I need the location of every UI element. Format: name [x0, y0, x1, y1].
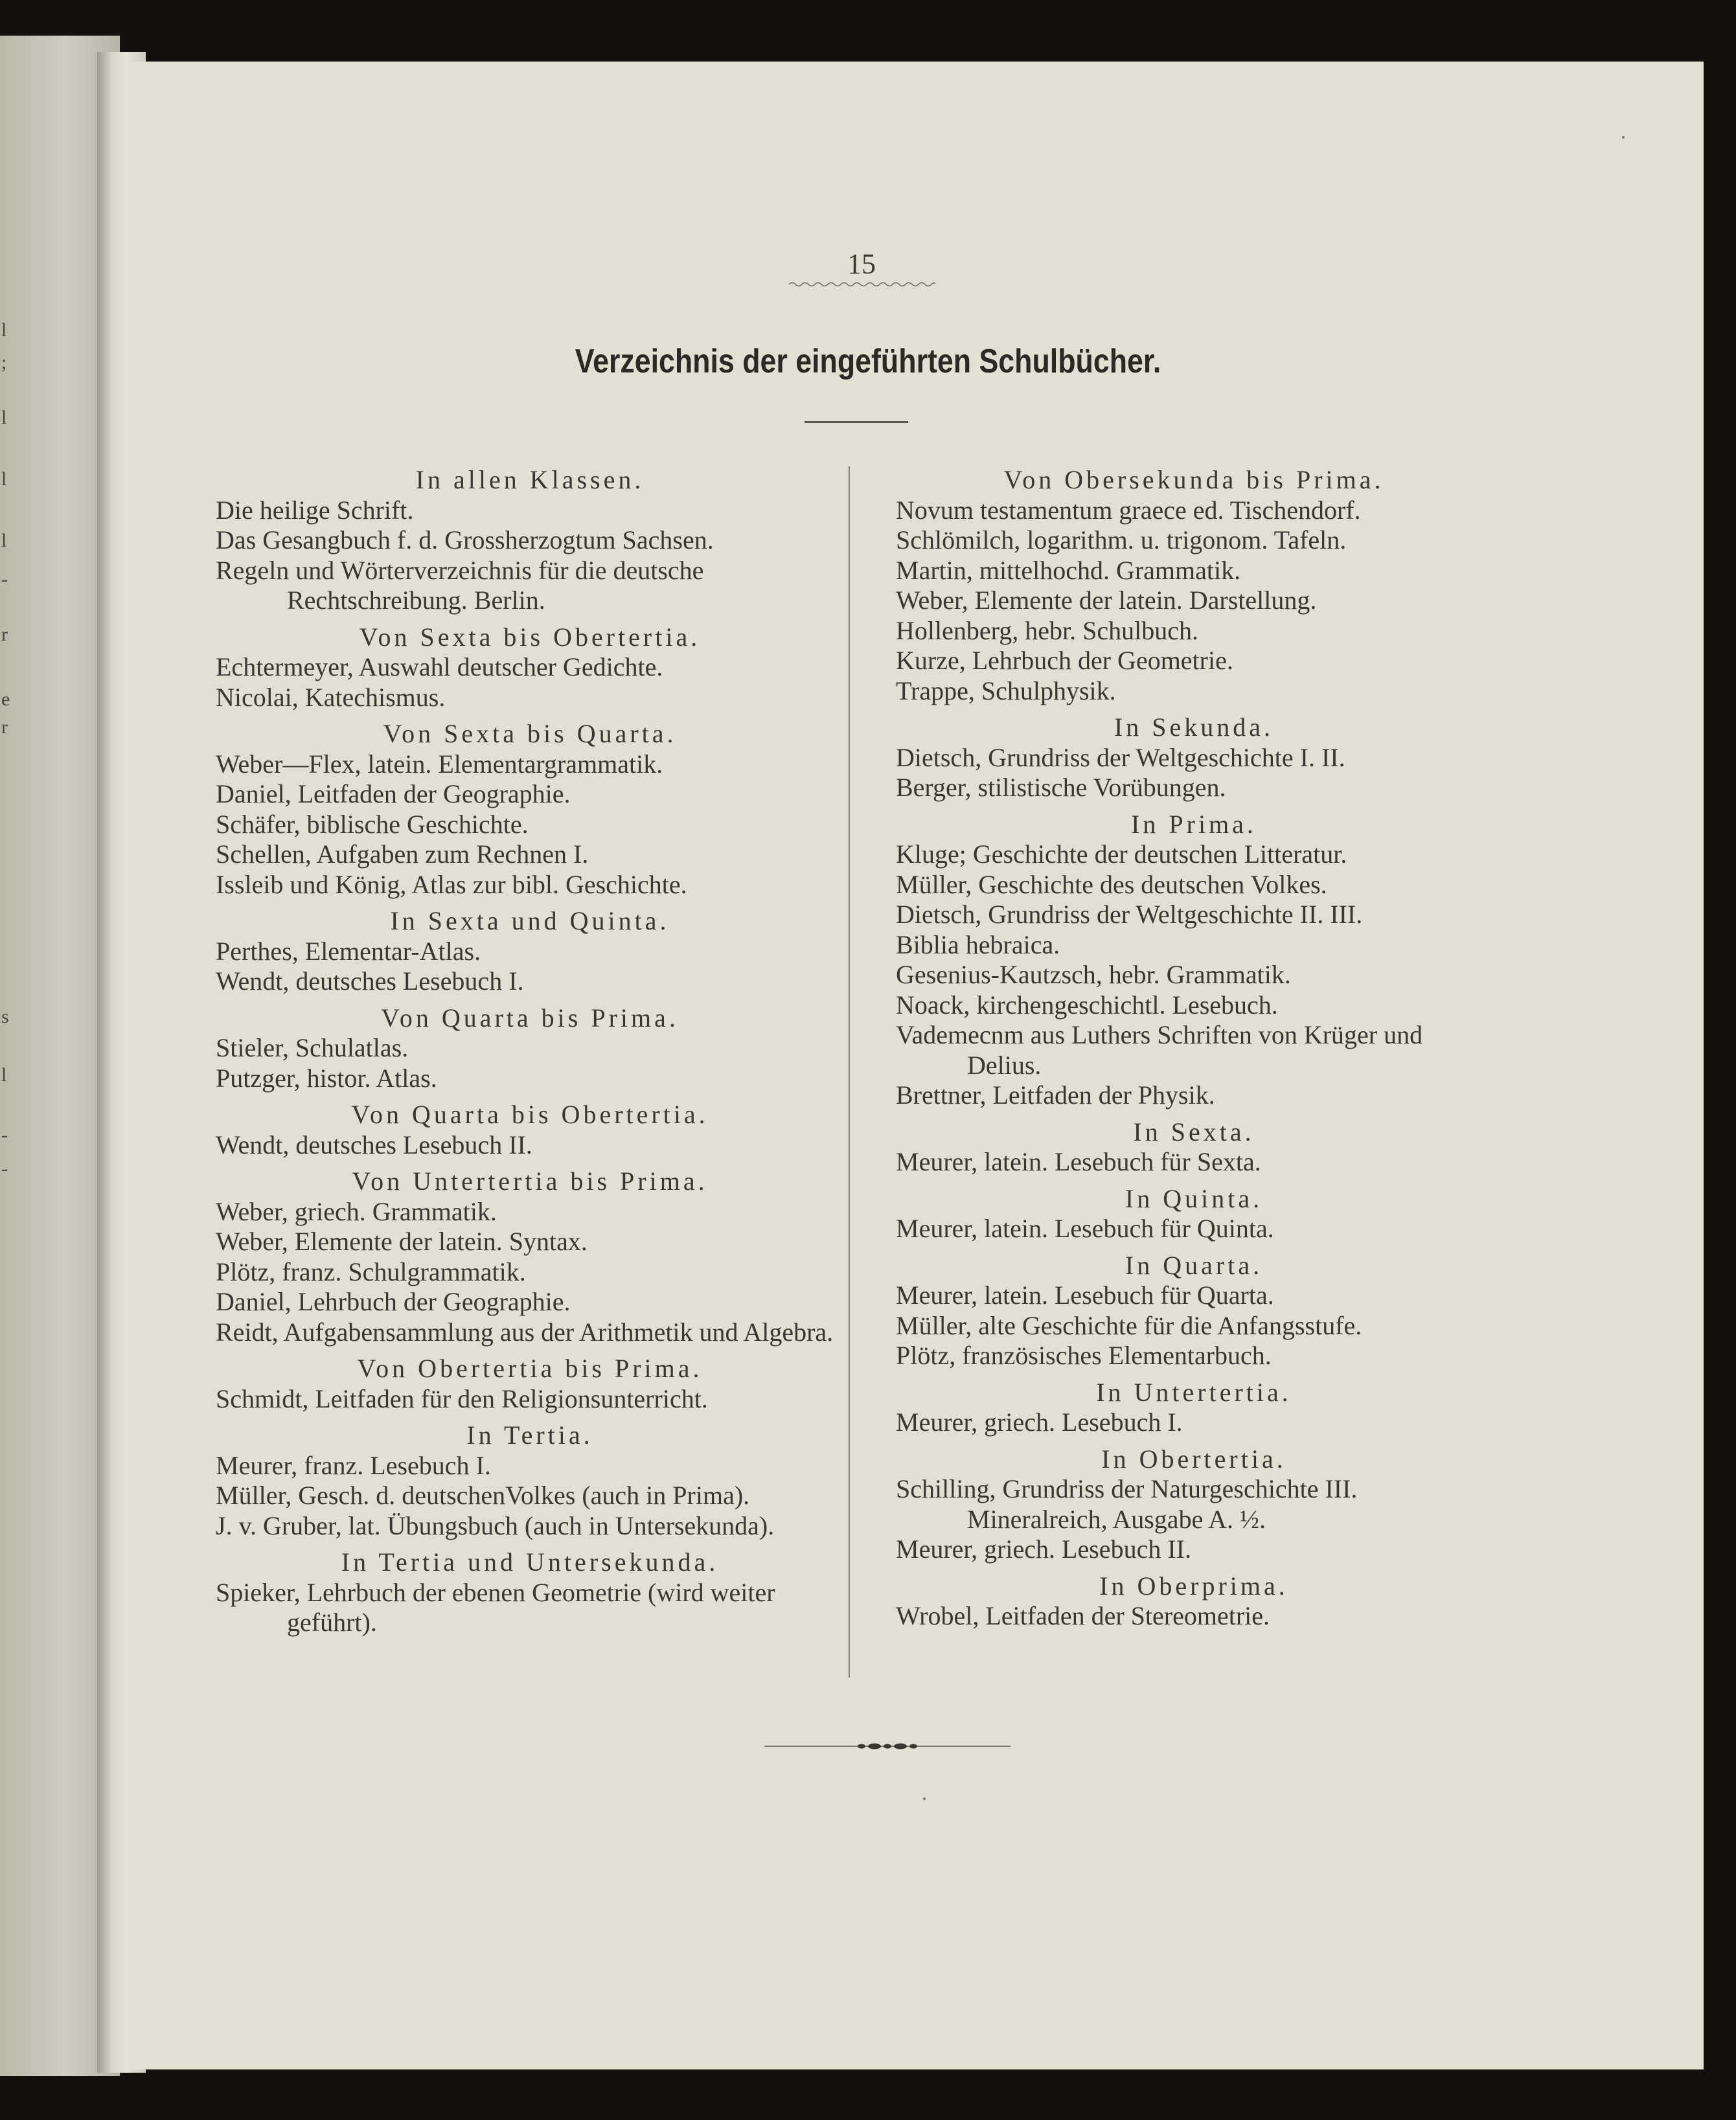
- section-heading: In Oberprima.: [1099, 1571, 1288, 1601]
- book-entry: Meurer, latein. Lesebuch für Quarta.: [896, 1281, 1274, 1310]
- section-heading: Von Obertertia bis Prima.: [357, 1354, 703, 1383]
- section-heading: Von Quarta bis Obertertia.: [351, 1100, 709, 1129]
- book-entry: Müller, alte Geschichte für die Anfangsstufe.: [896, 1310, 1362, 1340]
- book-entry: Meurer, latein. Lesebuch für Sexta.: [896, 1147, 1261, 1176]
- book-entry: Hollenberg, hebr. Schulbuch.: [896, 615, 1198, 645]
- left-column: [216, 465, 844, 1638]
- margin-glyph: l: [1, 530, 7, 551]
- section-heading: In Tertia.: [466, 1420, 593, 1450]
- book-entry: Schmidt, Leitfaden für den Religionsunterricht.: [216, 1384, 708, 1413]
- section-heading: In Obertertia.: [1101, 1444, 1286, 1474]
- section-heading: In Quinta.: [1125, 1183, 1263, 1213]
- book-entry: Martin, mittelhochd. Grammatik.: [896, 555, 1241, 585]
- margin-glyph: -: [1, 1124, 8, 1146]
- document-title: Verzeichnis der eingeführten Schulbücher.: [575, 343, 1161, 380]
- book-entry: Kurze, Lehrbuch der Geometrie.: [896, 646, 1233, 675]
- paper-speck: [1622, 136, 1625, 139]
- column-divider: [849, 466, 850, 1678]
- book-entry: Regeln und Wörterverzeichnis für die deutsche Rechtschreibung. Berlin.: [216, 555, 704, 615]
- book-entry: Dietsch, Grundriss der Weltgeschichte II. III.: [896, 900, 1363, 929]
- book-entry: Perthes, Elementar-Atlas.: [216, 936, 481, 966]
- book-entry: Gesenius-Kautzsch, hebr. Grammatik.: [896, 960, 1291, 989]
- margin-glyph: l: [1, 407, 7, 428]
- book-entry: Spieker, Lehrbuch der ebenen Geometrie (wird weiter geführt).: [216, 1577, 775, 1637]
- book-entry: Wendt, deutsches Lesebuch I.: [216, 966, 524, 996]
- book-entry: Biblia hebraica.: [896, 929, 1060, 959]
- book-entry: Das Gesangbuch f. d. Grossherzogtum Sachsen.: [216, 525, 714, 554]
- page-number: 15: [847, 248, 876, 280]
- section-heading: In Sexta und Quinta.: [390, 906, 670, 935]
- book-entry: Brettner, Leitfaden der Physik.: [896, 1080, 1215, 1110]
- book-entry: Die heilige Schrift.: [216, 495, 414, 525]
- section-heading: In Quarta.: [1125, 1250, 1263, 1280]
- book-entry: Plötz, französisches Elementarbuch.: [896, 1341, 1272, 1370]
- book-entry: Schellen, Aufgaben zum Rechnen I.: [216, 839, 589, 869]
- paper-speck: [923, 1797, 926, 1800]
- previous-page-margin-text: [0, 36, 26, 2076]
- section-heading: In Sekunda.: [1114, 712, 1274, 742]
- book-entry: Meurer, franz. Lesebuch I.: [216, 1450, 491, 1480]
- book-entry: Schlömilch, logarithm. u. trigonom. Tafeln.: [896, 525, 1347, 554]
- section-heading: In Prima.: [1131, 809, 1257, 839]
- margin-glyph: r: [1, 716, 8, 738]
- margin-glyph: r: [1, 624, 8, 645]
- section-heading: In Tertia und Untersekunda.: [341, 1547, 719, 1577]
- section-heading: In Sexta.: [1133, 1117, 1255, 1146]
- book-entry: Trappe, Schulphysik.: [896, 676, 1116, 705]
- book-entry: Issleib und König, Atlas zur bibl. Geschichte.: [216, 869, 687, 899]
- book-entry: Schilling, Grundriss der Naturgeschichte III. Mineralreich, Ausgabe A. ½.: [896, 1474, 1358, 1534]
- book-entry: Plötz, franz. Schulgrammatik.: [216, 1257, 526, 1286]
- book-entry: Wrobel, Leitfaden der Stereometrie.: [896, 1601, 1270, 1630]
- section-heading: In Untertertia.: [1096, 1377, 1292, 1407]
- book-entry: Dietsch, Grundriss der Weltgeschichte I. II.: [896, 742, 1345, 772]
- margin-glyph: ;: [1, 352, 7, 373]
- margin-glyph: l: [1, 1064, 7, 1086]
- book-entry: J. v. Gruber, lat. Übungsbuch (auch in Untersekunda).: [216, 1510, 775, 1540]
- margin-glyph: -: [1, 569, 8, 590]
- book-entry: Daniel, Lehrbuch der Geographie.: [216, 1287, 571, 1316]
- book-entry: Müller, Geschichte des deutschen Volkes.: [896, 869, 1327, 899]
- margin-glyph: s: [1, 1006, 9, 1027]
- book-entry: Noack, kirchengeschichtl. Lesebuch.: [896, 990, 1278, 1020]
- right-column: [896, 465, 1492, 1632]
- title-rule: [805, 421, 908, 423]
- book-entry: Kluge; Geschichte der deutschen Litteratur.: [896, 839, 1347, 869]
- book-entry: Müller, Gesch. d. deutschenVolkes (auch in Prima).: [216, 1481, 750, 1510]
- margin-glyph: -: [1, 1158, 8, 1180]
- book-entry: Daniel, Leitfaden der Geographie.: [216, 779, 571, 808]
- margin-glyph: l: [1, 468, 7, 490]
- book-entry: Weber, Elemente der latein. Syntax.: [216, 1227, 588, 1256]
- book-entry: Novum testamentum graece ed. Tischendorf.: [896, 495, 1361, 525]
- section-heading: Von Quarta bis Prima.: [381, 1003, 679, 1032]
- section-heading: Von Obersekunda bis Prima.: [1003, 465, 1384, 494]
- margin-glyph: e: [1, 689, 10, 710]
- section-heading: Von Sexta bis Obertertia.: [359, 622, 701, 652]
- book-entry: Stieler, Schulatlas.: [216, 1033, 409, 1062]
- book-entry: Meurer, latein. Lesebuch für Quinta.: [896, 1214, 1274, 1243]
- book-entry: Meurer, griech. Lesebuch I.: [896, 1408, 1183, 1437]
- section-heading: Von Sexta bis Quarta.: [383, 719, 677, 748]
- section-heading: Von Untertertia bis Prima.: [352, 1167, 708, 1196]
- book-entry: Nicolai, Katechismus.: [216, 682, 446, 712]
- book-entry: Weber—Flex, latein. Elementargrammatik.: [216, 749, 663, 779]
- book-entry: Echtermeyer, Auswahl deutscher Gedichte.: [216, 652, 663, 681]
- book-entry: Weber, Elemente der latein. Darstellung.: [896, 586, 1317, 615]
- section-heading: In allen Klassen.: [415, 465, 645, 494]
- book-entry: Berger, stilistische Vorübungen.: [896, 773, 1226, 802]
- book-entry: Schäfer, biblische Geschichte.: [216, 809, 529, 839]
- book-entry: Weber, griech. Grammatik.: [216, 1196, 497, 1226]
- margin-glyph: l: [1, 319, 7, 341]
- book-entry: Reidt, Aufgabensammlung aus der Arithmetik und Algebra.: [216, 1317, 834, 1347]
- page-number-ornament: [789, 281, 935, 288]
- bottom-ornament: [764, 1741, 1011, 1751]
- book-entry: Putzger, histor. Atlas.: [216, 1063, 437, 1093]
- book-entry: Meurer, griech. Lesebuch II.: [896, 1534, 1191, 1564]
- book-entry: Vademecnm aus Luthers Schriften von Krüger und Delius.: [896, 1020, 1423, 1080]
- book-entry: Wendt, deutsches Lesebuch II.: [216, 1130, 532, 1159]
